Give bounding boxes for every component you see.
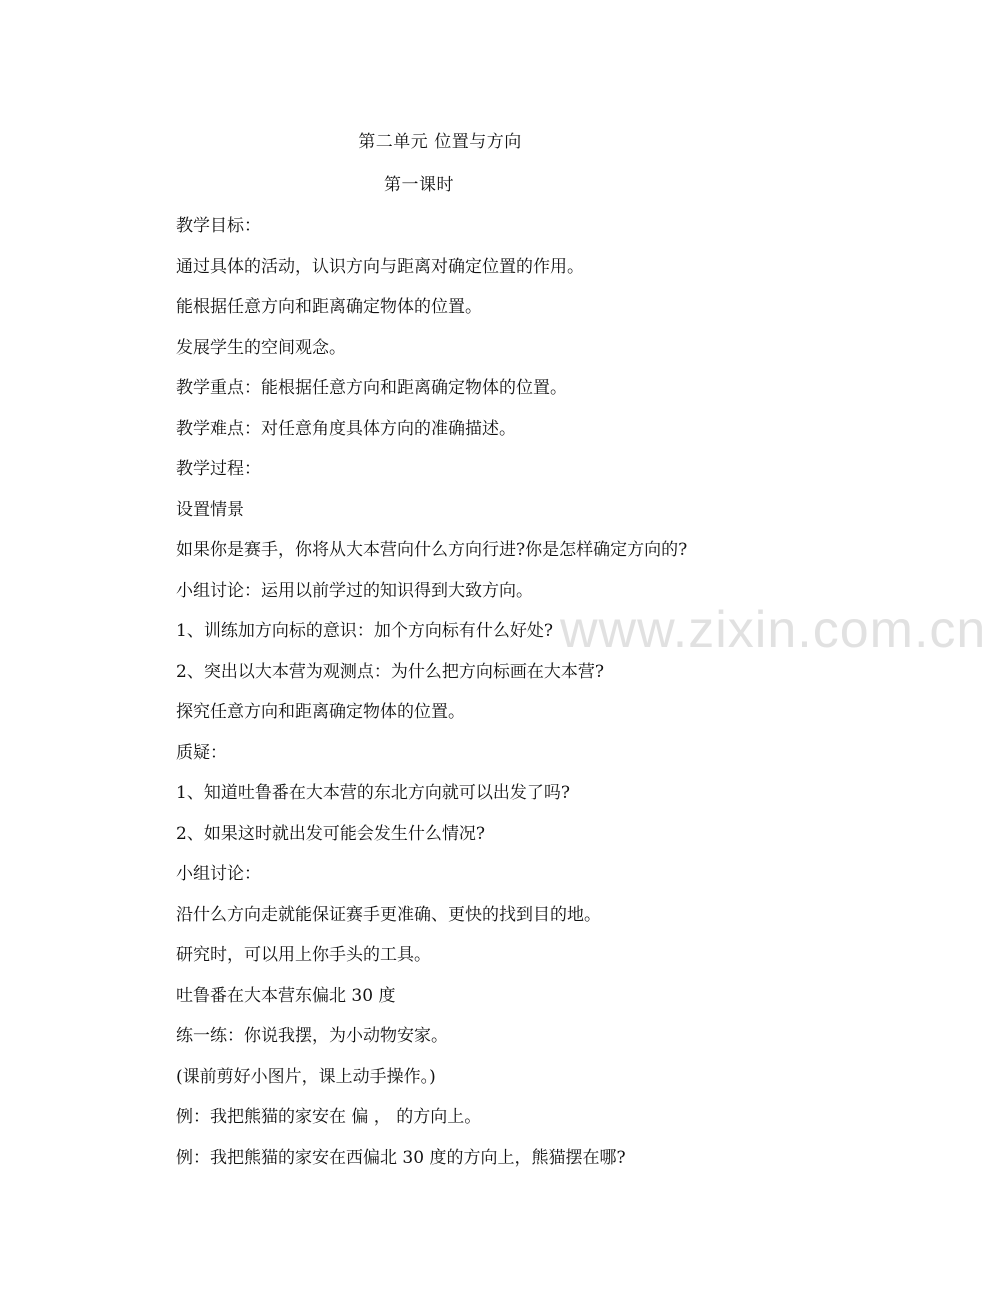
body-line: 例：我把熊猫的家安在西偏北 30 度的方向上，熊猫摆在哪? [176, 1147, 626, 1168]
body-line: 小组讨论：运用以前学过的知识得到大致方向。 [176, 580, 533, 601]
document-subtitle: 第一课时 [384, 175, 454, 195]
body-line: 1、训练加方向标的意识：加个方向标有什么好处? [176, 621, 553, 641]
body-line: 教学目标： [176, 216, 261, 236]
body-line: 能根据任意方向和距离确定物体的位置。 [176, 297, 482, 317]
body-line: 2、如果这时就出发可能会发生什么情况? [176, 823, 485, 844]
body-line: 设置情景 [176, 499, 244, 520]
body-line: 研究时，可以用上你手头的工具。 [176, 945, 431, 965]
body-line: 1、知道吐鲁番在大本营的东北方向就可以出发了吗? [176, 783, 570, 803]
body-line: 发展学生的空间观念。 [176, 337, 346, 358]
body-line: 小组讨论： [176, 864, 261, 884]
body-line: 2、突出以大本营为观测点：为什么把方向标画在大本营? [176, 661, 604, 682]
body-line: 探究任意方向和距离确定物体的位置。 [176, 702, 465, 722]
body-line: 沿什么方向走就能保证赛手更准确、更快的找到目的地。 [176, 904, 601, 925]
body-line: 质疑： [176, 742, 227, 763]
document-title: 第二单元 位置与方向 [358, 132, 522, 152]
watermark: www.zixin.com.cn [560, 601, 986, 659]
body-line: 吐鲁番在大本营东偏北 30 度 [176, 985, 396, 1006]
body-line: 如果你是赛手，你将从大本营向什么方向行进?你是怎样确定方向的? [176, 540, 688, 560]
document-body [176, 206, 816, 1178]
body-line: (课前剪好小图片，课上动手操作。) [176, 1066, 436, 1087]
body-line: 练一练：你说我摆，为小动物安家。 [176, 1026, 448, 1046]
body-line: 通过具体的活动，认识方向与距离对确定位置的作用。 [176, 256, 584, 277]
body-line: 教学过程： [176, 459, 261, 479]
body-line: 教学重点：能根据任意方向和距离确定物体的位置。 [176, 378, 567, 398]
body-line: 例：我把熊猫的家安在 偏 ， 的方向上。 [176, 1107, 482, 1127]
body-line: 教学难点：对任意角度具体方向的准确描述。 [176, 418, 516, 439]
